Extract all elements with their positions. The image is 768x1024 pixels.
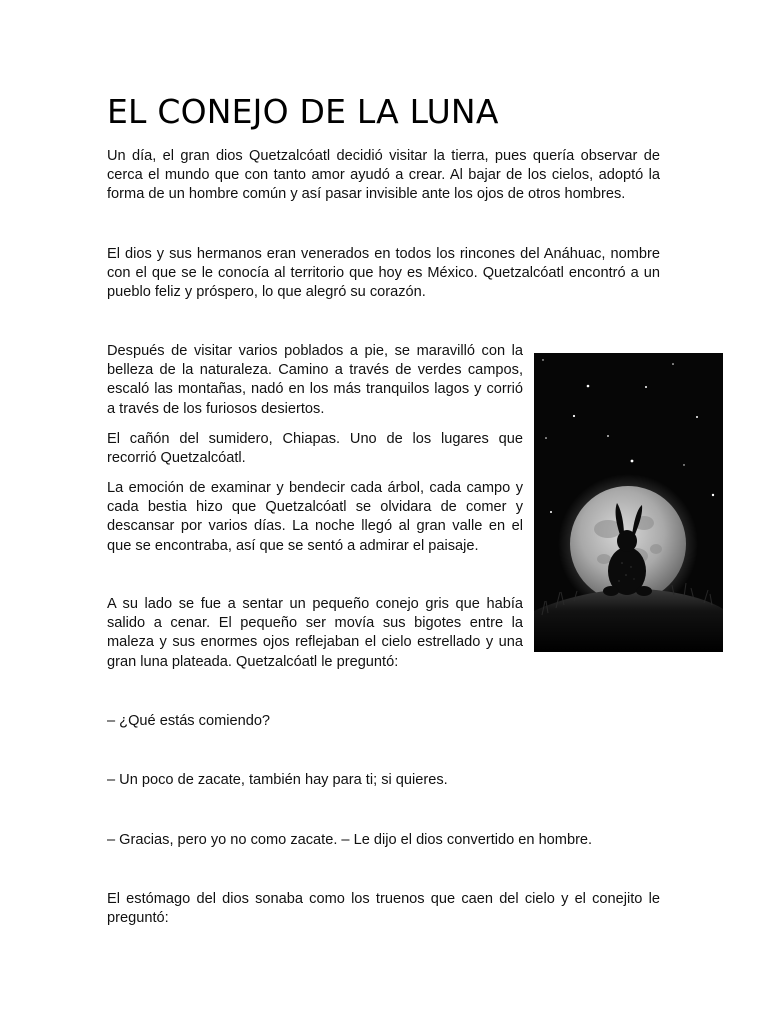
paragraph-5: A su lado se fue a sentar un pequeño conejo gris que había salido a cenar. El pequeño ser movía sus bigotes entre la maleza y sus enormes ojos reflejaban el cielo estrellado y una gran luna plateada. Quetzalcóatl le preguntó: [107,596,523,670]
page-title: EL CONEJO DE LA LUNA [107,92,499,131]
paragraph-6: El estómago del dios sonaba como los truenos que caen del cielo y el conejito le preguntó: [107,891,660,927]
dialogue-line-1: – ¿Qué estás comiendo? [107,713,271,729]
image-caption: El cañón del sumidero, Chiapas. Uno de los lugares que recorrió Quetzalcóatl. [107,431,523,467]
dialogue-line-2: – Un poco de zacate, también hay para ti; si quieres. [107,772,448,788]
paragraph-4: La emoción de examinar y bendecir cada árbol, cada campo y cada bestia hizo que Quetzalcóatl se olvidara de comer y descansar por varios días. La noche llegó al gran valle en el que se encontraba, así que se sentó a admirar el paisaje. [107,480,523,554]
paragraph-3: Después de visitar varios poblados a pie, se maravilló con la belleza de la naturaleza. Camino a través de verdes campos, escaló las montañas, nadó en los más tranquilos lagos y corrió a través de los furiosos desiertos. [107,343,523,417]
paragraph-1: Un día, el gran dios Quetzalcóatl decidió visitar la tierra, pues quería observar de cerca el mundo que con tanto amor ayudó a crear. Al bajar de los cielos, adoptó la forma de un hombre común y así pasar invisible ante los ojos de otros hombres. [107,148,660,203]
dialogue-line-3: – Gracias, pero yo no como zacate. – Le dijo el dios convertido en hombre. [107,832,593,848]
paragraph-2: El dios y sus hermanos eran venerados en todos los rincones del Anáhuac, nombre con el que se le conocía al territorio que hoy es México. Quetzalcóatl encontró a un pueblo feliz y próspero, lo que alegró su corazón. [107,246,660,301]
moon-rabbit-image [534,353,723,652]
